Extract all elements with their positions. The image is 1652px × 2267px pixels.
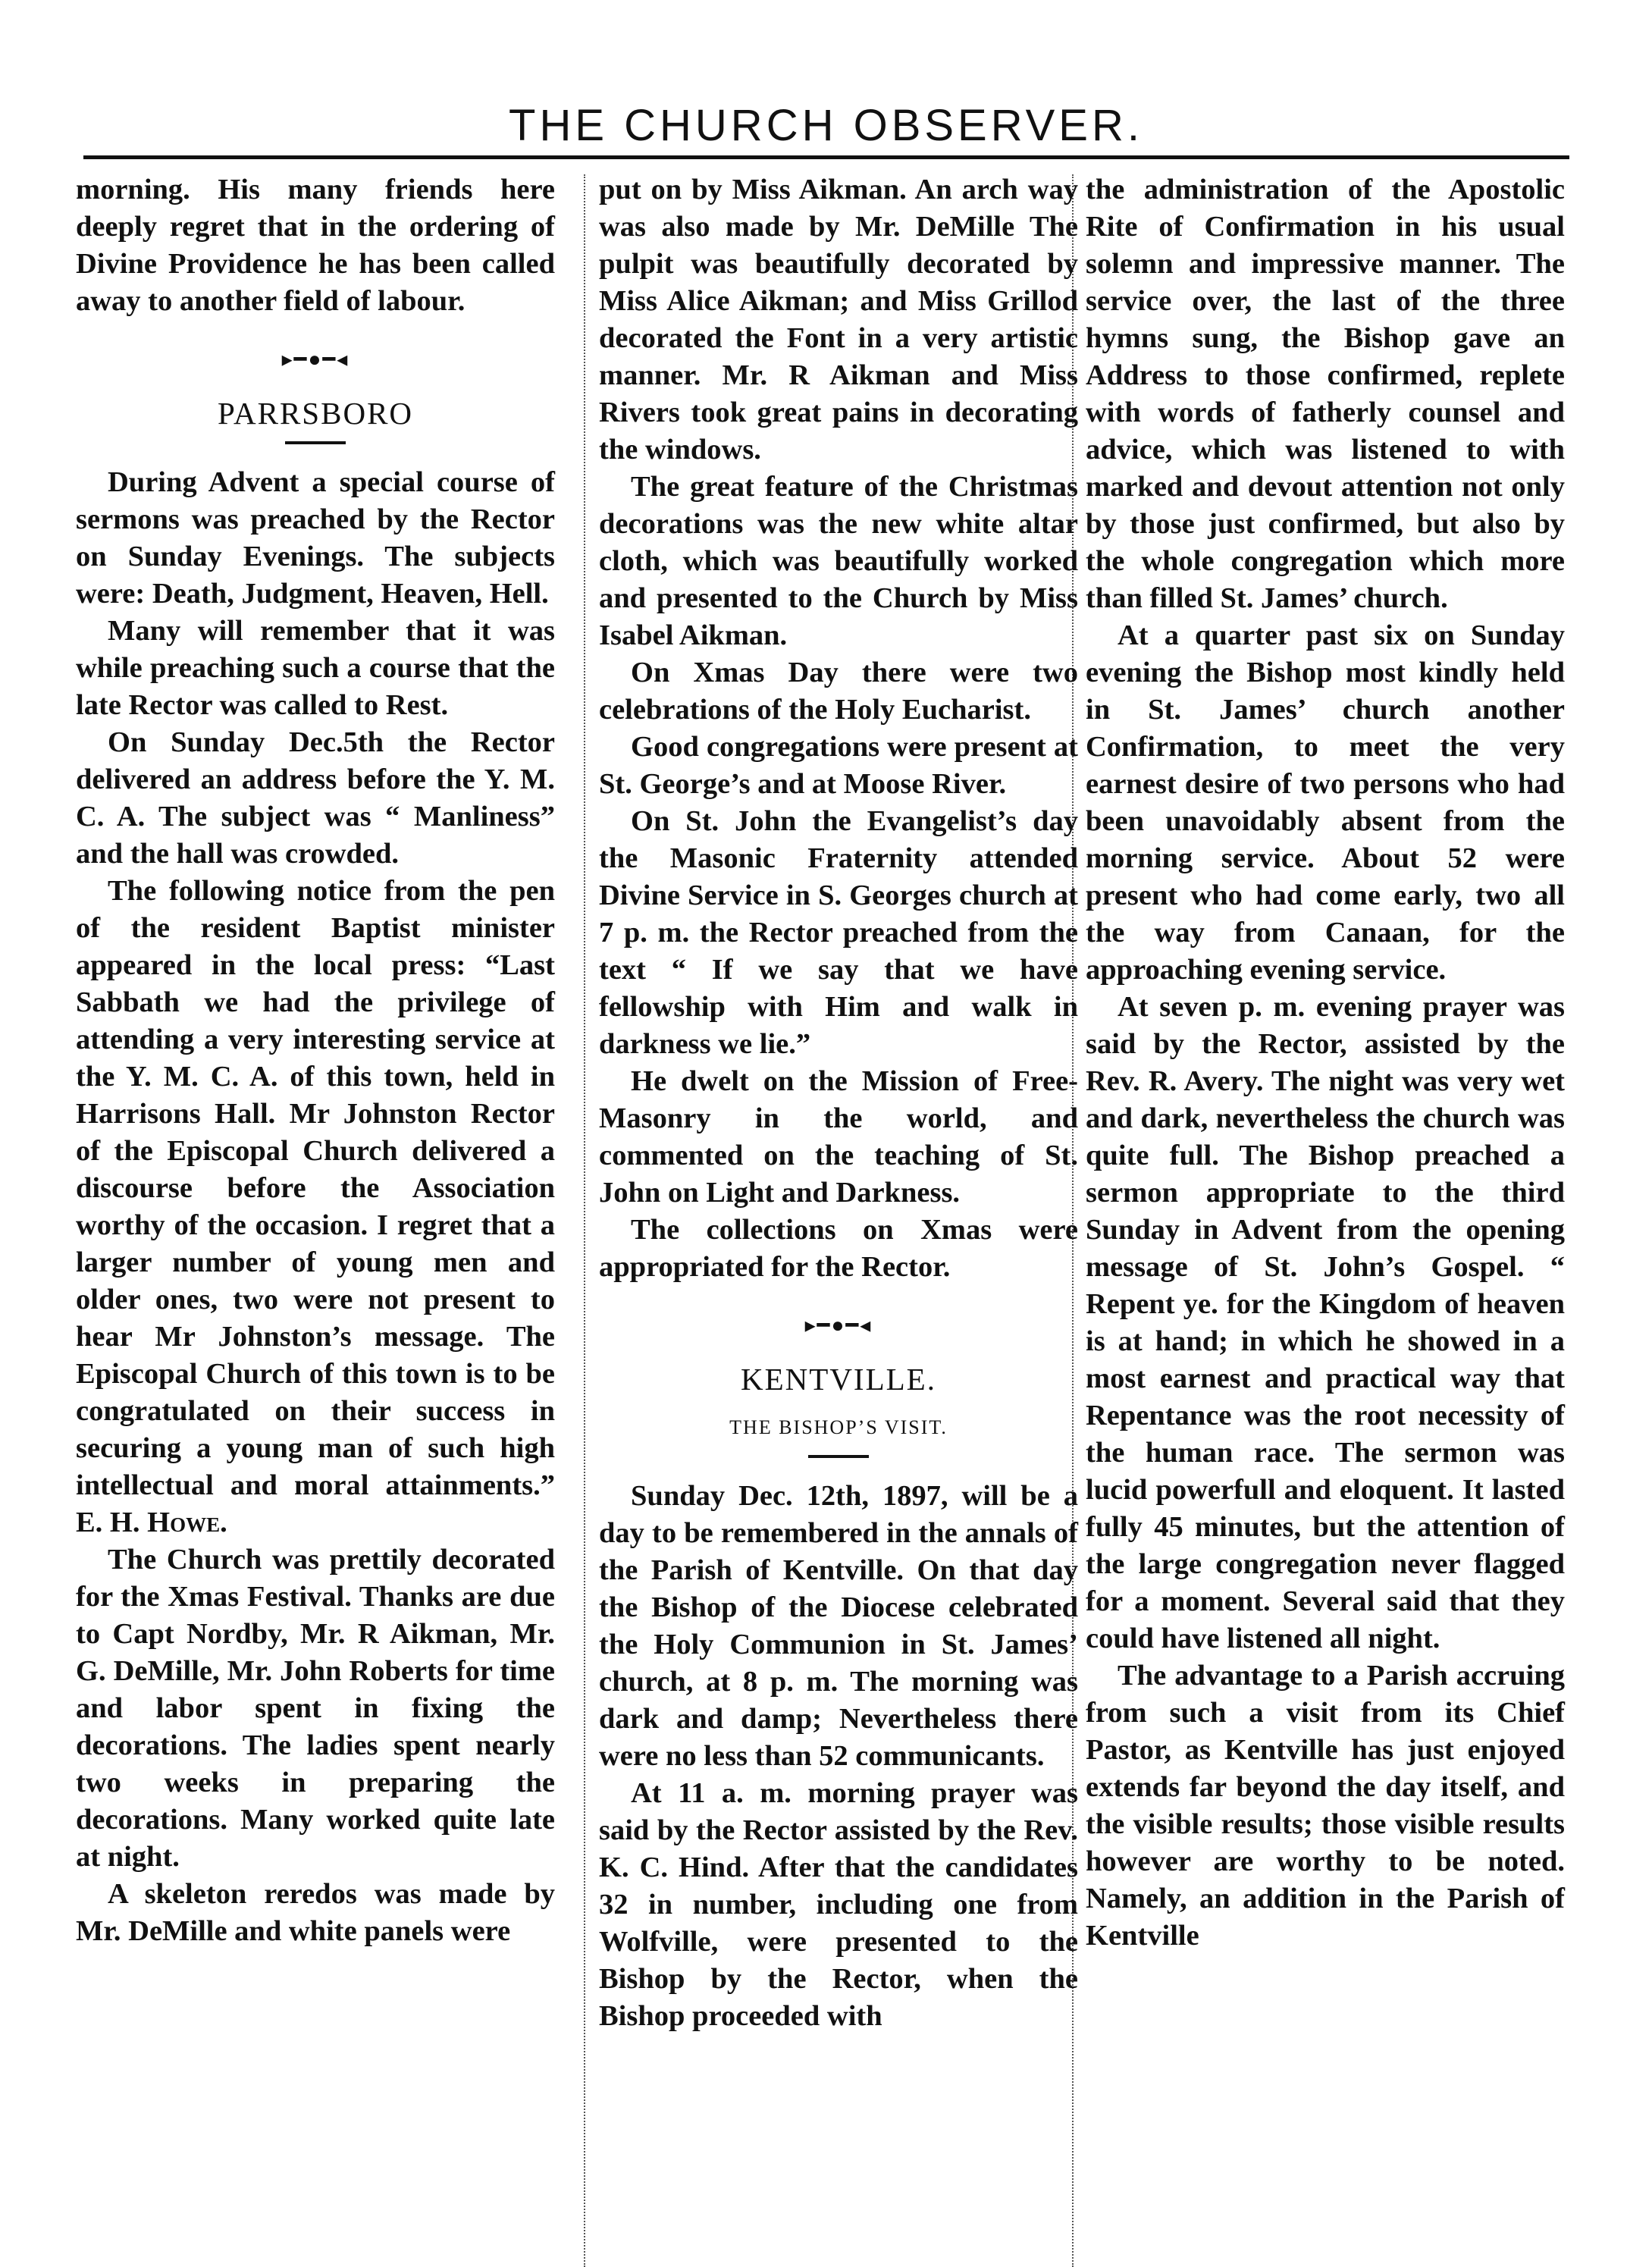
paragraph: At 11 a. m. morning prayer was said by the Rector assisted by the Rev. K. C. Hind. After that the candidates 32 in number, including one from Wolfville, were presented to the Bishop by the Rector, when the Bishop proceeded with [599,1777,1078,2032]
section-heading-kentville: KENTVILLE. [741,1362,936,1397]
paragraph: The advantage to a Parish accruing from such a visit from its Chief Pastor, as Kentville has just enjoyed extends far beyond the day itself, and the visible results; those visible results however are worthy to be noted. Namely, an addition in the Parish of Kentville [1086,1660,1565,1952]
column-2 [599,171,1078,2035]
paragraph: On Xmas Day there were two celebrations of the Holy Eucharist. [599,657,1078,726]
heading-rule [285,441,346,444]
paragraph [76,873,555,1541]
paragraph: The great feature of the Christmas decorations was the new white altar cloth, which was beautifully worked and presented to the Church by Miss Isabel Aikman. [599,471,1078,651]
paragraph: Many will remember that it was while preaching such a course that the late Rector was called to Rest. [76,615,555,721]
column-divider [584,174,585,2267]
paragraph: At seven p. m. evening prayer was said by the Rector, assisted by the Rev. R. Avery. The night was very wet and dark, nevertheless the church was quite full. The Bishop preached a sermon appropriate to the third Sunday in Advent from the opening message of St. John’s Gospel. “ Repent ye. for the Kingdom of heaven is at hand; in which he showed in a most earnest and practical way that Repentance was the root necessity of the human race. The sermon was lucid powerfull and eloquent. It lasted fully 45 minutes, but the attention of the large congregation never flagged for a moment. Several said that they could have listened all night. [1086,991,1565,1654]
quoted-notice: The following notice from the pen of the resident Baptist minister appeared in the local press: “Last Sabbath we had the privilege of attending a very interesting service at the Y. M. C. A. of this town, held in Harrisons Hall. Mr Johnston Rector of the Episcopal Church delivered a discourse before the Association worthy of the occasion. I regret that a larger number of young men and older ones, two were not present to hear Mr Johnston’s message. The Episcopal Church of this town is to be congratulated on their success in securing a young man of such high intellectual and moral attainments.” [76,875,555,1501]
paragraph: A skeleton reredos was made by Mr. DeMille and white panels were [76,1878,555,1947]
paragraph: On St. John the Evangelist’s day the Masonic Fraternity attended Divine Service in S. Georges church at 7 p. m. the Rector preached from the text “ If we say that we have fellowship with Him and walk in darkness we lie.” [599,805,1078,1060]
paragraph: During Advent a special course of sermons was preached by the Rector on Sunday Evenings. The subjects were: Death, Judgment, Heaven, Hell. [76,466,555,610]
paragraph: the administration of the Apostolic Rite of Confirmation in his usual solemn and impressive manner. The service over, the last of the three hymns sung, the Bishop gave an Address to those confirmed, replete with words of fatherly counsel and advice, which was listened to with marked and devout attention not only by those just confirmed, but also by the whole congregation which more than filled St. James’ church. [1086,174,1565,614]
heading-rule [808,1455,869,1458]
column-3 [1086,171,1565,1955]
paragraph: The collections on Xmas were appropriated for the Rector. [599,1214,1078,1283]
masthead-rule [83,155,1569,159]
section-heading-parrsboro: PARRSBORO [217,396,414,431]
paragraph: The Church was prettily decorated for the Xmas Festival. Thanks are due to Capt Nordby, Mr. R Aikman, Mr. G. DeMille, Mr. John Roberts for time and labor spent in fixing the decorations. The ladies spent nearly two weeks in preparing the decorations. Many worked quite late at night. [76,1544,555,1873]
paragraph: morning. His many friends here deeply regret that in the ordering of Divine Providence he has been called away to another field of labour. [76,174,555,317]
paragraph: Good congregations were present at St. George’s and at Moose River. [599,731,1078,800]
ornament-divider: ▸━●━◂ [804,1314,873,1337]
paragraph: put on by Miss Aikman. An arch way was also made by Mr. DeMille The pulpit was beautifully decorated by Miss Alice Aikman; and Miss Grillod decorated the Font in a very artistic manner. Mr. R Aikman and Miss Rivers took great pains in decorating the windows. [599,174,1078,466]
paragraph: Sunday Dec. 12th, 1897, will be a day to be remembered in the annals of the Parish of Kentville. On that day the Bishop of the Diocese celebrated the Holy Communion in St. James’ church, at 8 p. m. The morning was dark and damp; Nevertheless there were no less than 52 communicants. [599,1480,1078,1772]
masthead-title: THE CHURCH OBSERVER. [509,101,1143,150]
subheading-bishops-visit: THE BISHOP’S VISIT. [729,1416,948,1438]
paragraph: At a quarter past six on Sunday evening the Bishop most kindly held in St. James’ church another Confirmation, to meet the very earnest desire of two persons who had been unavoidably absent from the morning service. About 52 were present who had come early, two all the way from Canaan, for the approaching evening service. [1086,619,1565,986]
signature: E. H. Howe. [76,1507,227,1538]
column-1 [76,171,555,1950]
ornament-divider: ▸━●━◂ [281,348,350,372]
paragraph: He dwelt on the Mission of Free-Masonry in the world, and commented on the teaching of St. John on Light and Darkness. [599,1065,1078,1209]
paragraph: On Sunday Dec.5th the Rector delivered an address before the Y. M. C. A. The subject was “ Manliness” and the hall was crowded. [76,726,555,870]
